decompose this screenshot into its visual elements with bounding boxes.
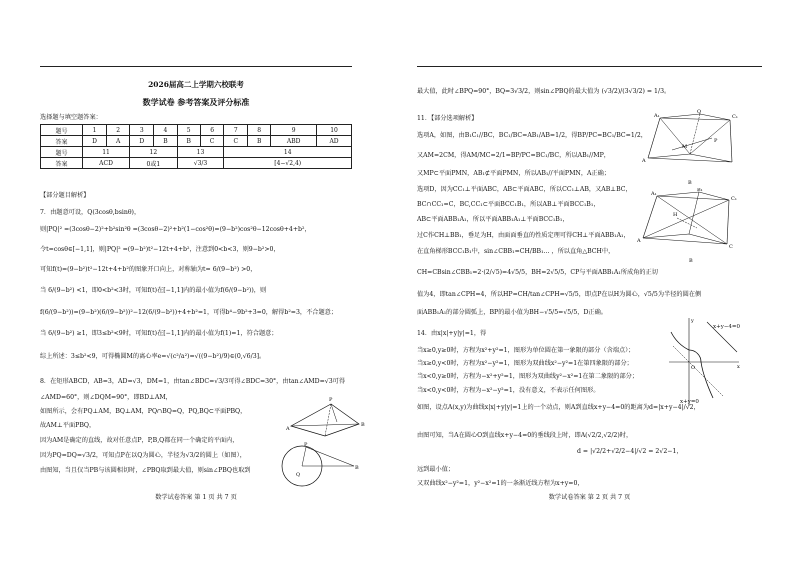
table-cell: 1: [82, 125, 106, 136]
text-line: 当x<0,y≥0时，方程为−x²+y²=1，图形为双曲线y²−x²=1在第二象限的部分；: [417, 373, 639, 380]
q8-figure-top: [285, 392, 365, 440]
text-line: 7．由题意可设，Q(3cosθ,bsinθ)，: [40, 209, 141, 216]
table-cell: 11: [82, 147, 129, 158]
table-cell: 答案: [41, 136, 83, 147]
table-cell: 6: [200, 125, 224, 136]
table-cell: 10: [317, 125, 352, 136]
text-line: 可知f(t)=(9−b²)t²−12t+4+b²的图象开口向上，对称轴为t= 6/(9−b²) >0，: [40, 266, 257, 273]
svg-text:O: O: [691, 365, 696, 371]
text-line: 14．由x|x|+y|y|=1，得: [417, 330, 487, 337]
page-title: 数学试卷 参考答案及评分标准: [142, 97, 250, 107]
text-line: 由图知，当且仅当PB与该圆相切时，∠PBQ取到最大值，则sin∠PBQ也取到: [40, 467, 251, 474]
table-cell: B: [177, 136, 200, 147]
text-line: 当x≥0,y≥0时，方程为x²+y²=1，图形为单位圆在第一象限的部分（含端点）；: [417, 347, 635, 354]
svg-text:A: A: [642, 158, 646, 164]
top-rule: [40, 66, 352, 67]
table-cell: 7: [224, 125, 248, 136]
answer-table: [40, 124, 352, 169]
svg-text:A: A: [637, 238, 641, 244]
svg-text:H: H: [673, 212, 678, 218]
text-line: d = |√2/2+√2/2−4|/√2 = 2√2−1，: [577, 448, 683, 455]
table-cell: 9: [271, 125, 317, 136]
text-line: 由图可知，当A在圆心O到直线x+y−4=0的垂线段上时，即A(√2/2,√2/2)时，: [417, 432, 633, 439]
svg-text:Q: Q: [296, 472, 301, 478]
text-line: 当x<0,y<0时，方程为−x²−y²=1，没有意义，不表示任何图形。: [417, 387, 600, 394]
svg-text:C₁: C₁: [731, 196, 737, 202]
table-cell: 14: [224, 147, 352, 158]
svg-text:P: P: [329, 397, 333, 403]
answer-page-2: [397, 0, 794, 562]
table-cell: 4: [154, 125, 177, 136]
text-line: 又MP⊂平面PMN，AB₁⊄平面PMN，所以AB₁//平面PMN，A正确；: [417, 170, 611, 177]
table-cell: D: [130, 136, 154, 147]
table-row: [41, 125, 352, 136]
table-cell: 答案: [41, 158, 83, 169]
svg-text:Q: Q: [697, 109, 702, 115]
text-line: 当 6/(9−b²) ≥1，即3≤b²<9时，可知f(t)在[−1,1]内的最小值为f(1)=1，符合题意；: [40, 330, 278, 337]
line-label: x+y−4=0: [713, 324, 741, 330]
svg-text:P: P: [304, 442, 308, 448]
top-rule: [417, 66, 762, 67]
svg-text:A₁: A₁: [651, 191, 657, 197]
table-cell: 5: [177, 125, 200, 136]
text-line: 因为PQ=DQ=√3/2，可知点P在以Q为圆心，半径为√3/2的圆上（如图），: [40, 452, 246, 459]
svg-text:B: B: [688, 180, 692, 186]
text-line: 面ABB₁A₁的部分圆弧上，BP的最小值为BH−√5/5=√5/5，D正确。: [417, 309, 607, 316]
text-line: 如图所示，会有PQ⊥AM，BQ⊥AM，PQ∩BQ=Q，PQ,BQ⊂平面PBQ，: [40, 408, 247, 415]
asymptote-label: x+y=0: [680, 399, 699, 405]
svg-text:M: M: [682, 144, 688, 150]
svg-text:x: x: [737, 364, 740, 370]
table-cell: C: [224, 136, 248, 147]
page-footer: 数学试卷答案 第 2 页 共 7 页: [548, 494, 631, 501]
table-cell: 0或1: [130, 158, 177, 169]
text-line: 如图，设点A(x,y)为曲线x|x|+y|y|=1上的一个动点，则A到直线x+y−4=0的距离为d=|x+y−4|/√2，: [417, 404, 700, 411]
svg-text:B₁: B₁: [697, 188, 703, 193]
svg-text:P: P: [714, 138, 718, 144]
svg-text:B: B: [355, 465, 359, 471]
q11-prism-figure-a: [642, 108, 742, 188]
text-line: AB⊂平面ABB₁A₁，所以平面ABB₁A₁⊥平面BCC₁B₁，: [417, 216, 569, 223]
text-line: 最大值，此时∠BPQ=90°，BQ=3√3/2，则sin∠PBQ的最大值为 (√3/2)/(3√3/2) = 1/3。: [417, 88, 671, 95]
table-cell: 题号: [41, 125, 83, 136]
text-line: 11．【部分选项解析】: [417, 115, 478, 122]
table-cell: B: [248, 136, 271, 147]
text-line: 选项D，因为CC₁⊥平面ABC，AB⊂平面ABC，所以CC₁⊥AB，又AB⊥BC，: [417, 186, 632, 193]
text-line: 则|PQ|² =(3cosθ−2)²+b²sin²θ =(3cosθ−2)²+b²(1−cos²θ)=(9−b²)cos²θ−12cosθ+4+b²，: [40, 226, 311, 233]
svg-text:y: y: [691, 318, 694, 324]
table-row: [41, 158, 352, 169]
section-label: 选择题与填空题答案：: [40, 114, 102, 121]
table-cell: ABD: [271, 136, 317, 147]
table-cell: B: [154, 136, 177, 147]
svg-text:A₁: A₁: [654, 113, 660, 119]
svg-text:C: C: [729, 244, 733, 250]
text-line: ∠AMD=60°，则∠DQM=90°，即BD⊥AM，: [40, 394, 172, 401]
q8-figure-circle: [280, 440, 360, 490]
text-line: 在直角梯形BCC₁B₁中，sin∠CBB₁=CH/BB₁... ，所以直角△BCH中，: [417, 248, 615, 255]
text-line: 又AM=2CM，得AM/MC=2/1=BP/PC=BC₁/BC，所以AB₁//MP，: [417, 152, 610, 159]
table-cell: 12: [130, 147, 177, 158]
text-line: 值为4，即tan∠CPH=4，所以HP=CH/tan∠CPH=√5/5，即点P在以H为圆心，√5/5为半径的圆在侧: [417, 291, 702, 298]
q11-prism-figure-b: [637, 188, 737, 268]
text-line: 当x≥0,y<0时，方程为x²−y²=1，图形为双曲线x²−y²=1在第四象限的部分；: [417, 360, 633, 367]
text-line: 令t=cosθ∈[−1,1]，则|PQ|² =(9−b²)t²−12t+4+b²，注意到0<b<3，则9−b²>0，: [40, 246, 280, 253]
text-line: 综上所述：3≤b²<9，可得椭圆M的离心率e=√(c²/a²)=√((9−b²)/9)∈(0,√6/3]。: [40, 353, 266, 360]
table-cell: 13: [177, 147, 224, 158]
text-line: 故AM⊥平面PBQ，: [40, 422, 96, 429]
page-footer: 数学试卷答案 第 1 页 共 7 页: [155, 494, 237, 501]
text-line: 因为AM是确定的直线，故对任意点P，P,B,Q都在同一个确定的平面内，: [40, 437, 239, 444]
table-row: [41, 136, 352, 147]
table-cell: [4−√2,4): [224, 158, 352, 169]
table-row: [41, 147, 352, 158]
table-cell: 3: [130, 125, 154, 136]
table-cell: A: [107, 136, 130, 147]
svg-text:C₁: C₁: [732, 114, 738, 120]
text-line: f(6/(9−b²))=(9−b²)(6/(9−b²))²−12(6/(9−b²))+4+b²=1，可得b⁴−9b²+3=0，解得b²=3，不合题意；: [40, 309, 338, 316]
exam-header: 2026届高二上学期六校联考: [148, 80, 244, 89]
text-line: 【部分题目解析】: [40, 192, 90, 199]
text-line: 选项A，如图，由B₁C₁//BC，BC₁/BC=AB₁/AB=1/2，得BP/PC=BC₁/BC=1/2，: [417, 132, 647, 139]
table-cell: 2: [107, 125, 130, 136]
table-cell: 题号: [41, 147, 83, 158]
table-cell: √3/3: [177, 158, 224, 169]
text-line: 远到最小值；: [417, 466, 455, 473]
text-line: 过C作CH⊥BB₁，垂足为H，由面面垂直的性质定理可得CH⊥平面ABB₁A₁，: [417, 232, 630, 239]
table-cell: D: [82, 136, 106, 147]
svg-text:B: B: [361, 422, 365, 428]
table-cell: ACD: [82, 158, 129, 169]
text-line: CH=CBsin∠CBB₁=2·(2/√5)=4√5/5，BH=2√5/5，CP与平面ABB₁A₁所成角的正切: [417, 269, 658, 276]
svg-text:B: B: [689, 258, 693, 264]
svg-text:A: A: [286, 426, 290, 432]
table-cell: C: [200, 136, 224, 147]
table-cell: 8: [248, 125, 271, 136]
text-line: BC∩CC₁=C，BC,CC₁⊂平面BCC₁B₁，所以AB⊥平面BCC₁B₁，: [417, 201, 600, 208]
text-line: 又双曲线x²−y²=1，y²−x²=1的一条渐近线方程为x+y=0，: [417, 480, 584, 487]
text-line: 当 6/(9−b²) <1，即0<b²<3时，可知f(t)在[−1,1]内的最小值为f(6/(9−b²))，则: [40, 287, 267, 294]
table-cell: AD: [317, 136, 352, 147]
text-line: 8．在矩形ABCD，AB=3，AD=√3，DM=1，由tan∠BDC=√3/3可得∠BDC=30°，由tan∠AMD=√3可得: [40, 378, 346, 385]
